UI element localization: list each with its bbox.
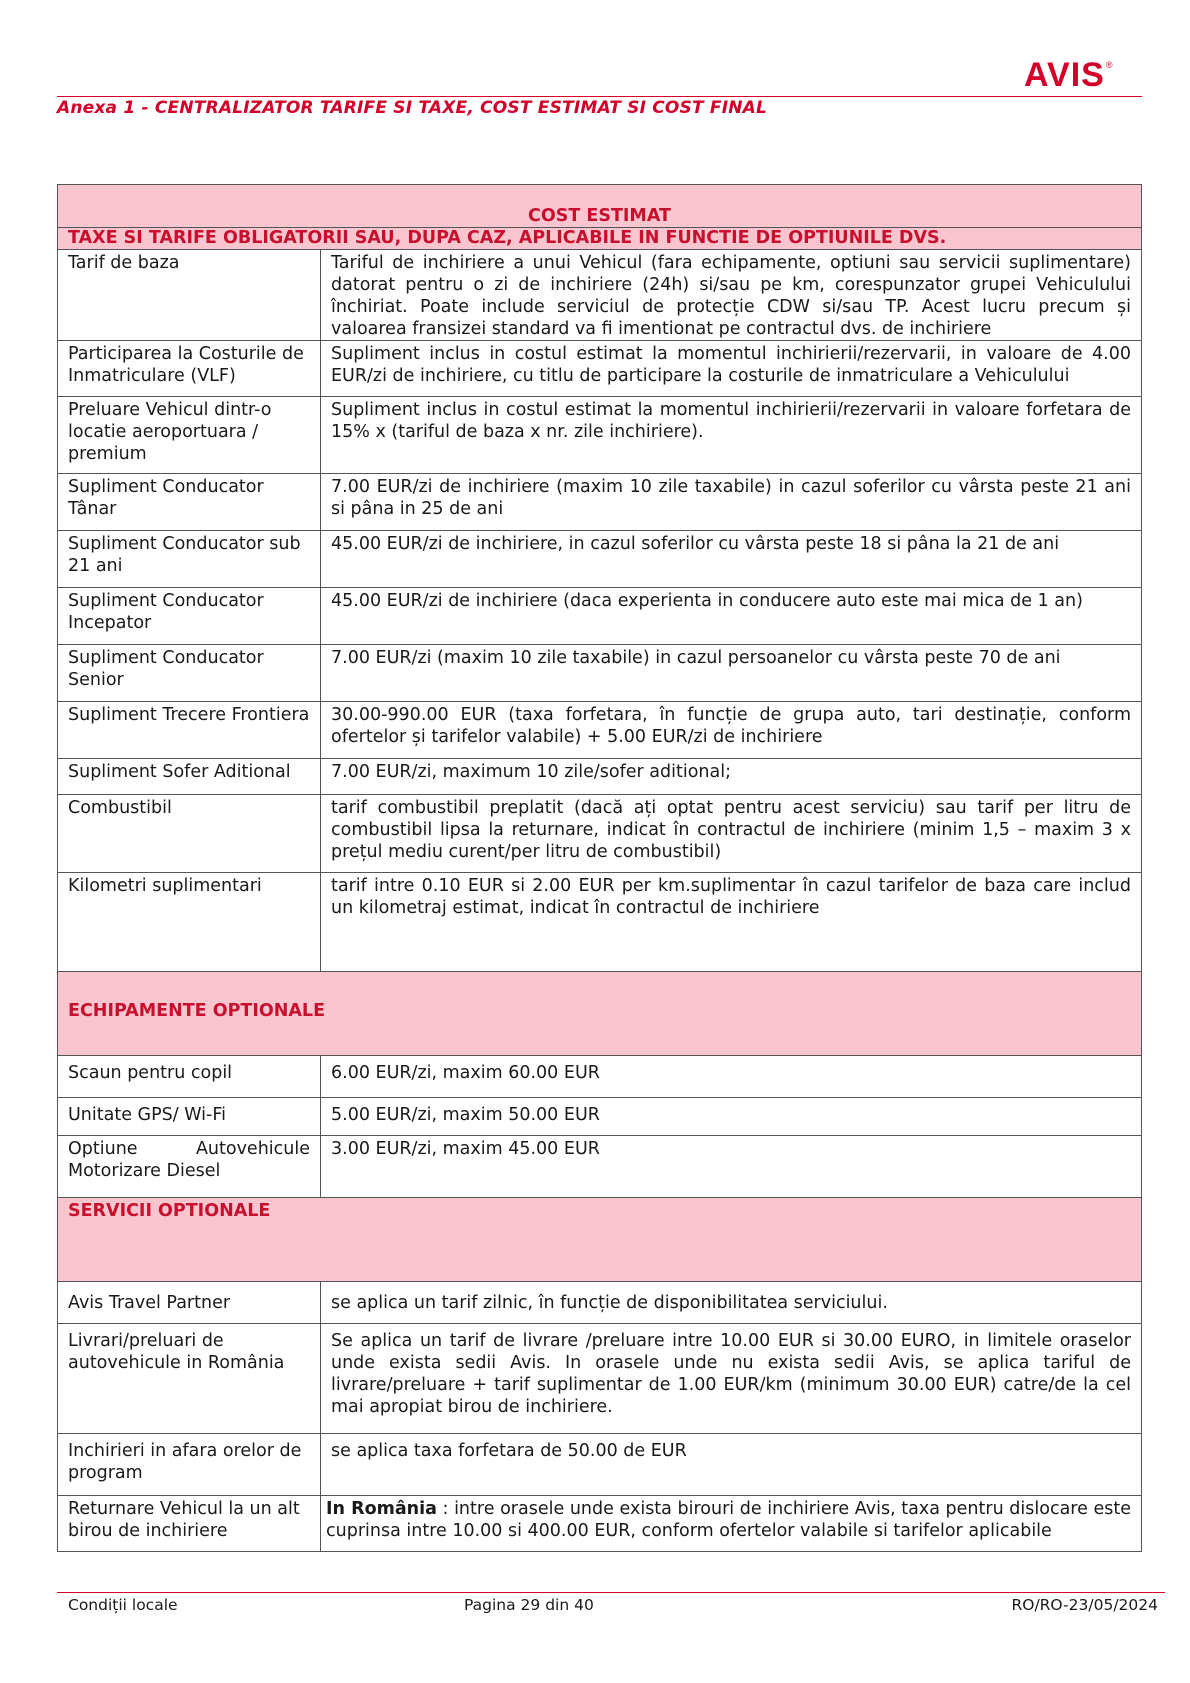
row-value: 45.00 EUR/zi de inchiriere (daca experienta in conducere auto este mai mica de 1 an) xyxy=(321,588,1142,645)
row-label: Participarea la Costurile de Inmatriculare (VLF) xyxy=(58,341,321,397)
row-label: Optiune Autovehicule Motorizare Diesel xyxy=(58,1136,321,1198)
table-row xyxy=(58,588,1142,645)
row-label: Tarif de baza xyxy=(58,250,321,341)
footer-left: Condiții locale xyxy=(68,1596,178,1614)
row-label: Unitate GPS/ Wi-Fi xyxy=(58,1098,321,1136)
table-row xyxy=(58,645,1142,702)
value-text: : intre orasele unde exista birouri de inchiriere Avis, taxa pentru dislocare este cuprinsa intre 10.00 si 400.00 EUR, conform ofertelor valabile si tarifelor aplicabile xyxy=(326,1499,1131,1541)
table-title: COST ESTIMAT xyxy=(58,185,1142,228)
table-row xyxy=(58,341,1142,397)
table-row xyxy=(58,1136,1142,1198)
footer-rule xyxy=(57,1592,1165,1593)
footer-doc-code: RO/RO-23/05/2024 xyxy=(1011,1596,1158,1614)
row-label: Livrari/preluari de autovehicule in România xyxy=(58,1324,321,1434)
page-heading: Anexa 1 - CENTRALIZATOR TARIFE SI TAXE, COST ESTIMAT SI COST FINAL xyxy=(57,98,768,118)
row-label: Kilometri suplimentari xyxy=(58,873,321,972)
table-row xyxy=(58,531,1142,588)
header-rule xyxy=(57,96,1142,97)
row-value: 6.00 EUR/zi, maxim 60.00 EUR xyxy=(321,1056,1142,1098)
row-label: Supliment Sofer Aditional xyxy=(58,759,321,795)
row-value: tarif combustibil preplatit (dacă ați optat pentru acest serviciu) sau tarif per litru de combustibil lipsa la returnare, indicat în contractul de inchiriere (minim 1,5 – maxim 3 x prețul mediu curent/per litru de combustibil) xyxy=(321,795,1142,873)
row-value: Tariful de inchiriere a unui Vehicul (fara echipamente, optiuni sau servicii suplimentare) datorat pentru o zi de inchiriere (24h) si/sau pe km, corespunzator grupei Vehiculului închiriat. Poate include serviciul de protecție CDW si/sau TP. Acest lucru precum și valoarea fransizei standard va fi imentionat pe contractul dvs. de inchiriere xyxy=(321,250,1142,341)
table-row xyxy=(58,250,1142,341)
row-label: Avis Travel Partner xyxy=(58,1282,321,1324)
row-value xyxy=(321,1496,1142,1552)
table-row xyxy=(58,1434,1142,1496)
row-value: Supliment inclus in costul estimat la momentul inchirierii/rezervarii in valoare forfetara de 15% x (tariful de baza x nr. zile inchiriere). xyxy=(321,397,1142,474)
row-label: Supliment Conducator Tânar xyxy=(58,474,321,531)
row-label: Supliment Conducator Senior xyxy=(58,645,321,702)
row-label: Supliment Conducator sub 21 ani xyxy=(58,531,321,588)
row-label: Inchirieri in afara orelor de program xyxy=(58,1434,321,1496)
table-row xyxy=(58,1056,1142,1098)
table-row xyxy=(58,1098,1142,1136)
row-label: Returnare Vehicul la un alt birou de inchiriere xyxy=(58,1496,321,1552)
table-row xyxy=(58,397,1142,474)
table-row xyxy=(58,1324,1142,1434)
row-value: 5.00 EUR/zi, maxim 50.00 EUR xyxy=(321,1098,1142,1136)
table-row xyxy=(58,759,1142,795)
row-value: 30.00-990.00 EUR (taxa forfetara, în funcție de grupa auto, tari destinație, conform ofertelor și tarifelor valabile) + 5.00 EUR/zi de inchiriere xyxy=(321,702,1142,759)
table-subtitle: TAXE SI TARIFE OBLIGATORII SAU, DUPA CAZ, APLICABILE IN FUNCTIE DE OPTIUNILE DVS. xyxy=(58,228,1142,250)
equipment-section-header: ECHIPAMENTE OPTIONALE xyxy=(58,972,1142,1056)
row-label: Preluare Vehicul dintr-o locatie aeroportuara / premium xyxy=(58,397,321,474)
table-row xyxy=(58,1496,1142,1552)
row-label: Supliment Conducator Incepator xyxy=(58,588,321,645)
row-value: Se aplica un tarif de livrare /preluare intre 10.00 EUR si 30.00 EURO, in limitele oraselor unde exista sedii Avis. In orasele unde nu exista sedii Avis, se aplica tariful de livrare/preluare + tarif suplimentar de 1.00 EUR/km (minimum 30.00 EUR) catre/de la cel mai apropiat birou de inchiriere. xyxy=(321,1324,1142,1434)
row-value: 7.00 EUR/zi (maxim 10 zile taxabile) in cazul persoanelor cu vârsta peste 70 de ani xyxy=(321,645,1142,702)
row-label: Combustibil xyxy=(58,795,321,873)
row-value: 7.00 EUR/zi de inchiriere (maxim 10 zile taxabile) in cazul soferilor cu vârsta peste 21 ani si pâna in 25 de ani xyxy=(321,474,1142,531)
tariff-table xyxy=(57,184,1142,1552)
table-row xyxy=(58,702,1142,759)
avis-logo: AVIS® xyxy=(1024,56,1114,94)
table-row xyxy=(58,1282,1142,1324)
value-emphasis: In România xyxy=(326,1499,437,1519)
row-label: Scaun pentru copil xyxy=(58,1056,321,1098)
registered-mark: ® xyxy=(1105,60,1114,70)
row-value: se aplica un tarif zilnic, în funcție de disponibilitatea serviciului. xyxy=(321,1282,1142,1324)
table-row xyxy=(58,474,1142,531)
row-value: se aplica taxa forfetara de 50.00 de EUR xyxy=(321,1434,1142,1496)
services-section-header: SERVICII OPTIONALE xyxy=(58,1198,1142,1282)
row-value: 7.00 EUR/zi, maximum 10 zile/sofer aditional; xyxy=(321,759,1142,795)
row-value: Supliment inclus in costul estimat la momentul inchirierii/rezervarii, in valoare de 4.00 EUR/zi de inchiriere, cu titlu de participare la costurile de inmatriculare a Vehiculului xyxy=(321,341,1142,397)
table-row xyxy=(58,873,1142,972)
row-label: Supliment Trecere Frontiera xyxy=(58,702,321,759)
row-value: 3.00 EUR/zi, maxim 45.00 EUR xyxy=(321,1136,1142,1198)
footer-page-number: Pagina 29 din 40 xyxy=(464,1596,594,1614)
table-row xyxy=(58,795,1142,873)
row-value: 45.00 EUR/zi de inchiriere, in cazul soferilor cu vârsta peste 18 si pâna la 21 de ani xyxy=(321,531,1142,588)
row-value: tarif intre 0.10 EUR si 2.00 EUR per km.suplimentar în cazul tarifelor de baza care includ un kilometraj estimat, indicat în contractul de inchiriere xyxy=(321,873,1142,972)
